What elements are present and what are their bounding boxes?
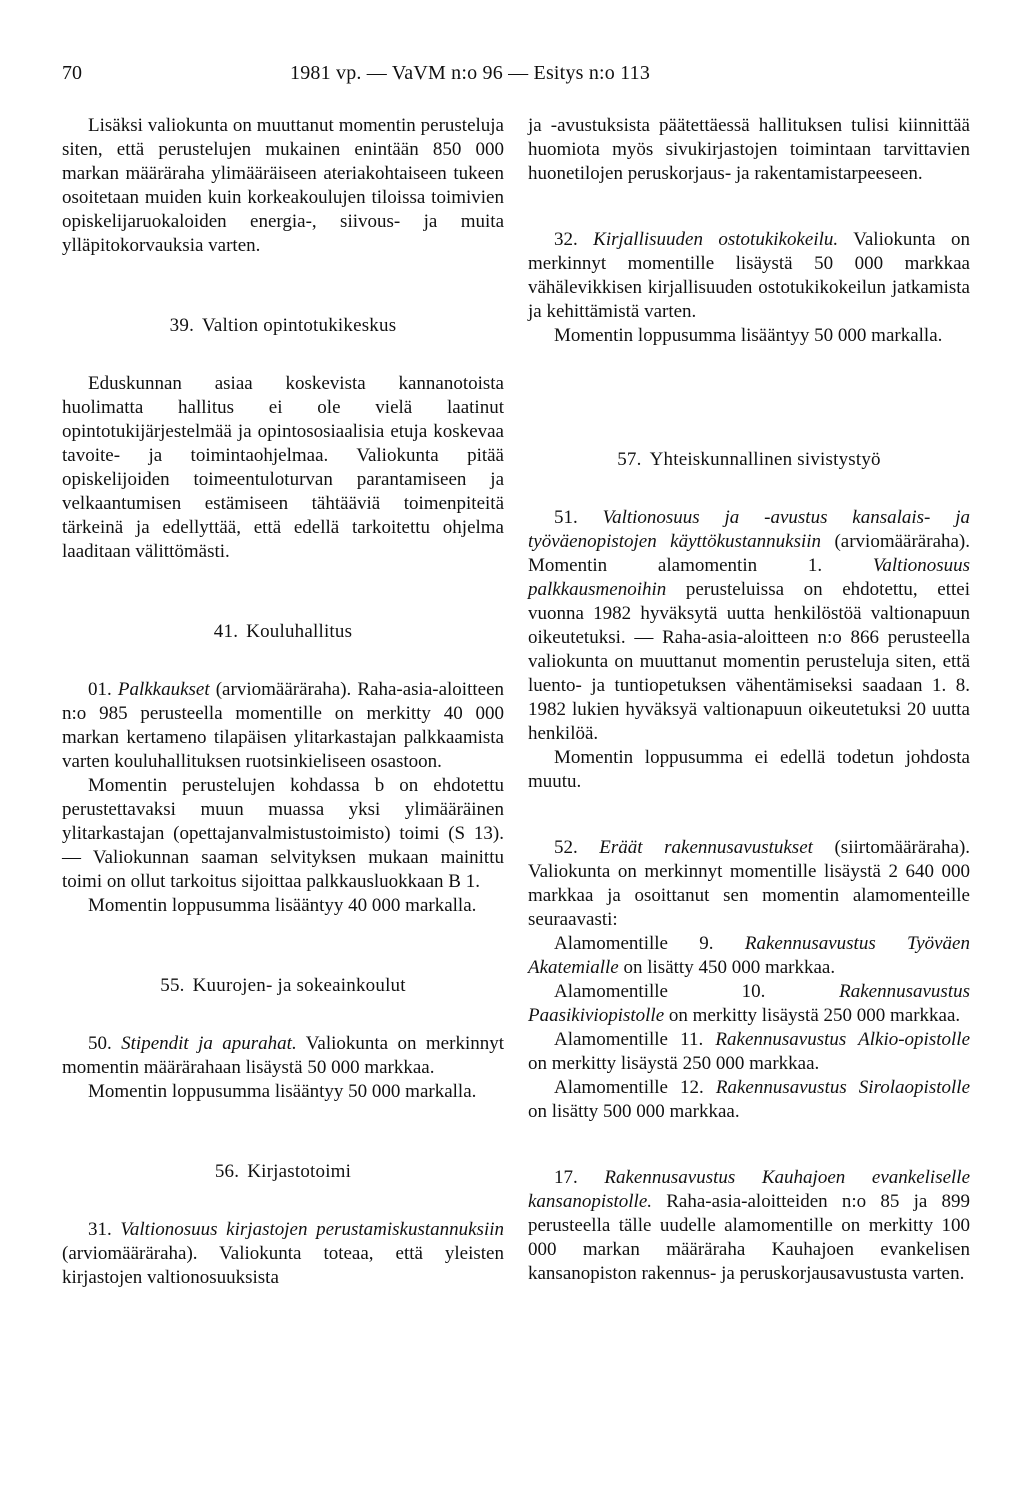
paragraph: 32. Kirjallisuuden ostotukikokeilu. Valiokunta on merkinnyt momentille lisäystä 50 000 markkaa vähälevikkisen kirjallisuuden ostotukikokeilun jatkamista ja kehittämistä varten. [528,229,970,322]
paragraph: Lisäksi valiokunta on muuttanut momentin perusteluja siten, että perustelujen mukainen enintään 850 000 markan määräraha ylimääräiseen ateriakohtaiseen tukeen osoitetaan muiden kuin korkeakoulujen tiloissa toimivien opiskelijaruokaloiden energia-, siivous- ja muita ylläpitokorvauksia varten. [62,115,504,256]
paragraph: Eduskunnan asiaa koskevista kannanotoista huolimatta hallitus ei ole vielä laatinut opintotukijärjestelmää ja opintososiaalisia etuja koskevaa tavoite- ja toimintaohjelmaa. Valiokunta pitää opiskelijoiden toimeentuloturvan parantamiseen ja velkaantumisen estämiseen tähtääviä toimenpiteitä tärkeinä ja edellyttää, että edellä tarkoitettu ohjelma laaditaan välittömästi. [62,373,504,562]
paragraph: 31. Valtionosuus kirjastojen perustamiskustannuksiin (arviomääräraha). Valiokunta toteaa, että yleisten kirjastojen valtionosuuksista [62,1219,504,1288]
section-heading-55: 55. Kuurojen- ja sokeainkoulut [160,975,406,996]
paragraph: 51. Valtionosuus ja -avustus kansalais- ja työväenopistojen käyttökustannuksiin (arviomääräraha). Momentin alamomentin 1. Valtionosuus palkkausmenoihin perusteluissa on ehdotettu, ettei vuonna 1982 hyväksytä uutta henkilöstöä valtionapuun oikeutetuksi. — Raha-asia-aloitteen n:o 866 perusteella valiokunta on muuttanut momentin perusteluja siten, että luento- ja tuntiopetuksen vähentämiseksi saadaan 1. 8. 1982 lukien hyväksyä valtionapuun oikeutetuksi 20 uutta henkilöä. [528,507,971,744]
left-column [62,114,504,1290]
paragraph: 52. Eräät rakennusavustukset (siirtomääräraha). Valiokunta on merkinnyt momentille lisäystä 2 640 000 markkaa ja osoittanut sen momentin alamomenteille seuraavasti: [528,837,971,930]
paragraph: 01. Palkkaukset (arviomääräraha). Raha-asia-aloitteen n:o 985 perusteella momentille on merkitty 40 000 markan kertameno tilapäisen ylitarkastajan palkkaamista varten kouluhallituksen ruotsinkieliseen osastoon. [62,679,505,772]
right-column [528,114,970,1286]
paragraph: ja -avustuksista päätettäessä hallituksen tulisi kiinnittää huomiota myös sivukirjastojen toimintaan tarvittavien huonetilojen peruskorjaus- ja rakentamistarpeeseen. [528,115,970,184]
paragraph: Momentin loppusumma lisääntyy 50 000 markalla. [88,1081,477,1102]
paragraph: Alamomentille 11. Rakennusavustus Alkio-opistolle on merkitty lisäystä 250 000 markkaa. [528,1029,971,1074]
paragraph: Alamomentille 12. Rakennusavustus Sirolaopistolle on lisätty 500 000 markkaa. [528,1077,970,1122]
paragraph: Alamomentille 9. Rakennusavustus Työväen Akatemialle on lisätty 450 000 markkaa. [528,933,970,978]
paragraph: Momentin loppusumma ei edellä todetun johdosta muutu. [528,747,970,792]
section-heading-39: 39. Valtion opintotukikeskus [169,315,397,336]
section-heading-56: 56. Kirjastotoimi [214,1161,352,1182]
paragraph: Alamomentille 10. Rakennusavustus Paasikiviopistolle on merkitty lisäystä 250 000 markkaa. [528,981,970,1026]
paragraph: 17. Rakennusavustus Kauhajoen evankeliselle kansanopistolle. Raha-asia-aloitteiden n:o 85 ja 899 perusteella tälle uudelle alamomentille on merkitty 100 000 markan määräraha Kauhajoen evankelisen kansanopiston rakennus- ja peruskorjausavustusta varten. [528,1167,971,1284]
page-header [62,62,962,92]
page-number: 70 [62,62,82,84]
running-head: 1981 vp. — VaVM n:o 96 — Esitys n:o 113 [290,62,651,84]
section-heading-41: 41. Kouluhallitus [213,621,353,642]
paragraph: 50. Stipendit ja apurahat. Valiokunta on merkinnyt momentin määrärahaan lisäystä 50 000 markkaa. [62,1033,504,1078]
paragraph: Momentin loppusumma lisääntyy 50 000 markalla. [554,325,943,346]
section-heading-57: 57. Yhteiskunnallinen sivistystyö [617,449,881,470]
paragraph: Momentin loppusumma lisääntyy 40 000 markalla. [88,895,477,916]
paragraph: Momentin perustelujen kohdassa b on ehdotettu perustettavaksi muun muassa yksi ylimääräinen ylitarkastajan (opettajanvalmistustoimisto) toimi (S 13). — Valiokunnan saaman selvityksen mukaan mainittu toimi on ollut tarkoitus sijoittaa palkkausluokkaan B 1. [62,775,504,892]
